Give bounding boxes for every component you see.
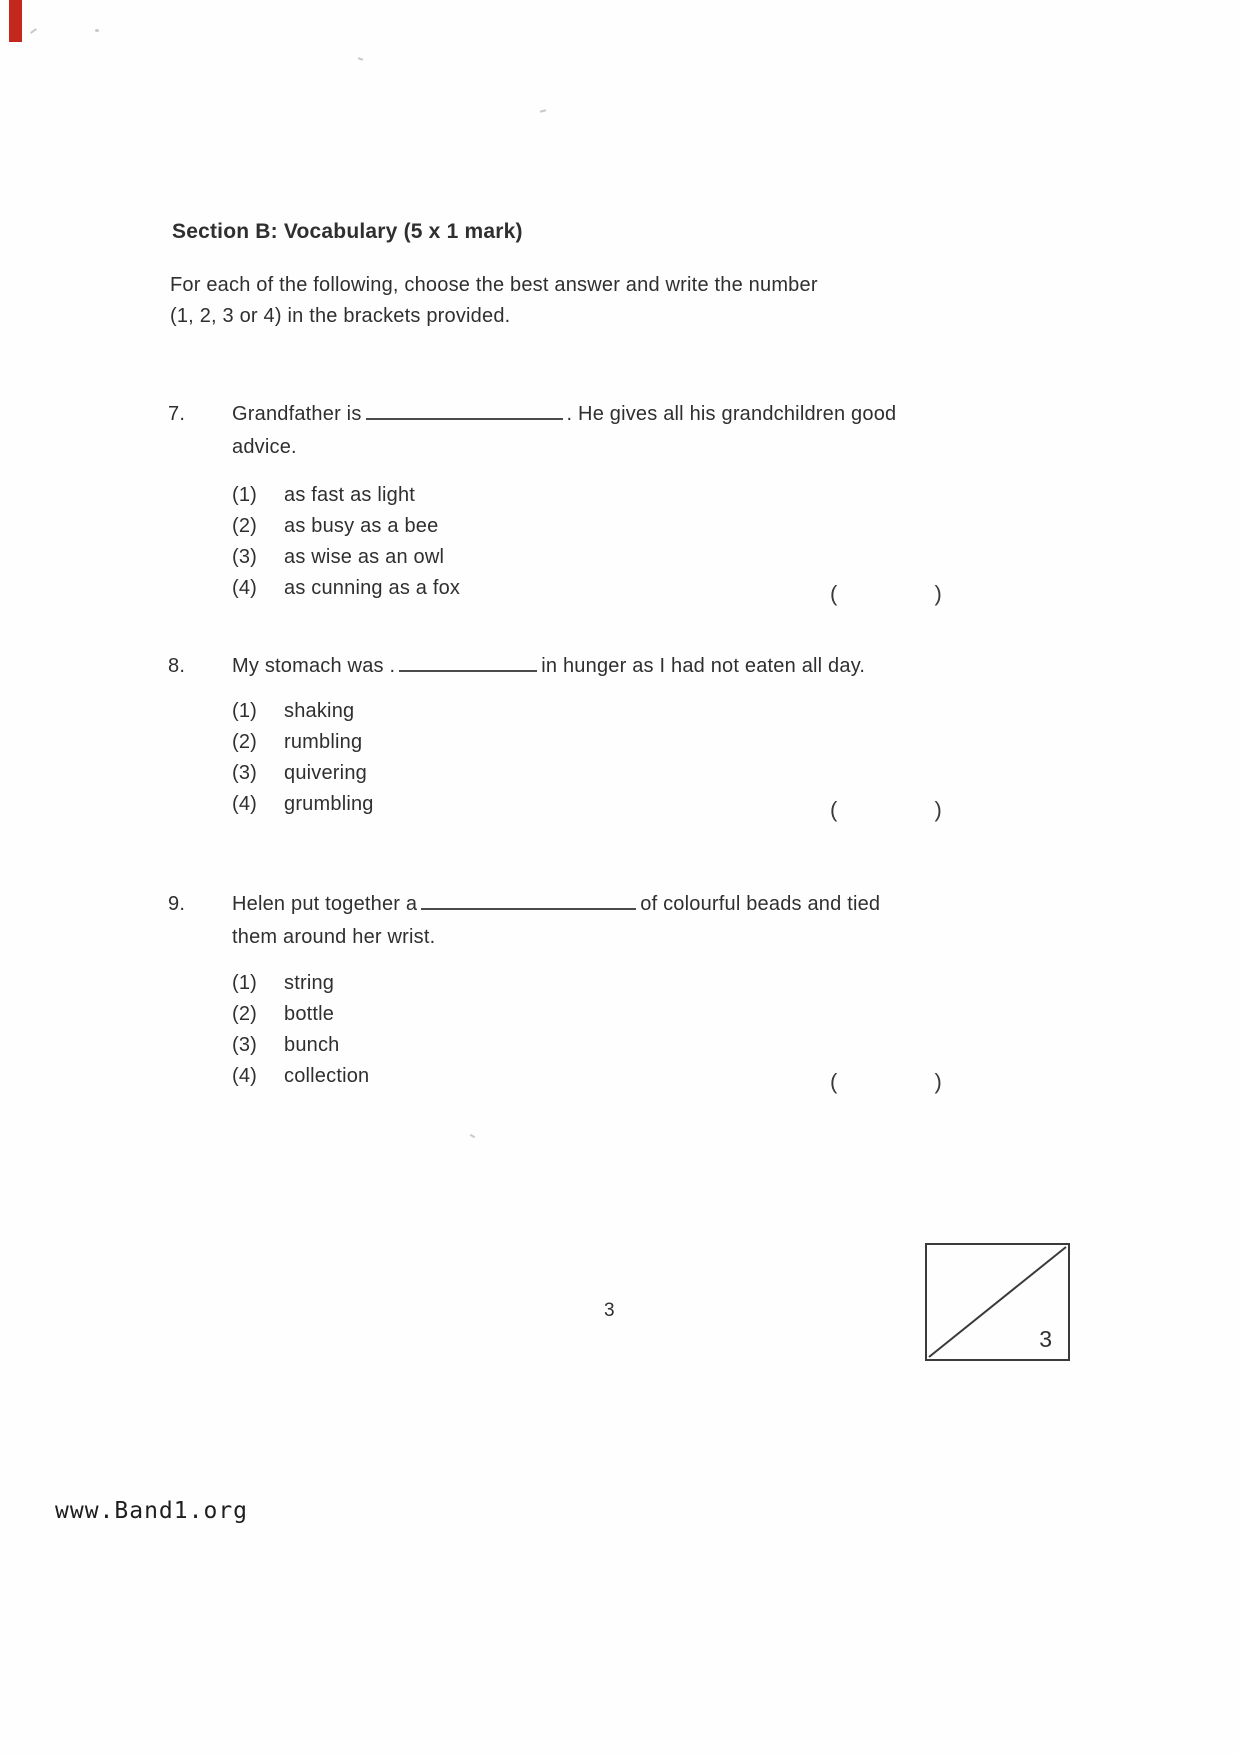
option-2 <box>232 999 1098 1030</box>
option-text: rumbling <box>284 731 363 753</box>
question-text <box>232 890 880 918</box>
stem-suffix: in hunger as I had not eaten all day. <box>541 655 866 677</box>
bracket-close: ) <box>934 797 942 822</box>
option-number: (1) <box>232 484 258 506</box>
question-8 <box>168 652 1098 820</box>
stem-suffix: . He gives all his grandchildren good <box>566 403 897 425</box>
option-text: as wise as an owl <box>284 546 445 568</box>
answer-brackets <box>830 581 942 607</box>
scan-artifact <box>358 57 363 61</box>
question-text-line2: advice. <box>232 436 297 458</box>
option-number: (4) <box>232 1065 258 1087</box>
scan-artifact <box>95 29 99 32</box>
option-text: quivering <box>284 762 367 784</box>
option-text: shaking <box>284 700 355 722</box>
question-7-stem <box>168 400 1098 428</box>
option-number: (2) <box>232 1003 258 1025</box>
option-3 <box>232 1030 1098 1061</box>
instructions-line2: (1, 2, 3 or 4) in the brackets provided. <box>170 305 511 327</box>
footer-url: www.Band1.org <box>55 1498 249 1524</box>
option-text: bunch <box>284 1034 340 1056</box>
bracket-close: ) <box>934 1069 942 1094</box>
question-text-line2: them around her wrist. <box>232 926 436 948</box>
question-9 <box>168 890 1098 1092</box>
bracket-open: ( <box>830 581 838 606</box>
option-text: as cunning as a fox <box>284 577 461 599</box>
answer-brackets <box>830 1069 942 1095</box>
stem-prefix: Grandfather is <box>232 403 362 425</box>
instructions-line1: For each of the following, choose the best answer and write the number <box>170 274 818 296</box>
answer-blank-line <box>399 652 537 672</box>
option-3 <box>232 542 1098 573</box>
option-text: grumbling <box>284 793 374 815</box>
option-text: as fast as light <box>284 484 416 506</box>
question-9-stem <box>168 890 1098 918</box>
bracket-open: ( <box>830 797 838 822</box>
option-2 <box>232 511 1098 542</box>
option-3 <box>232 758 1098 789</box>
scan-artifact <box>470 1134 475 1138</box>
question-number: 8. <box>168 655 186 677</box>
option-text: collection <box>284 1065 370 1087</box>
option-number: (3) <box>232 762 258 784</box>
page-number: 3 <box>604 1300 615 1321</box>
options-list <box>232 968 1098 1092</box>
option-number: (4) <box>232 793 258 815</box>
section-title: Section B: Vocabulary (5 x 1 mark) <box>172 220 523 243</box>
question-text <box>232 652 865 680</box>
option-text: bottle <box>284 1003 335 1025</box>
answer-blank-line <box>421 890 636 910</box>
bracket-close: ) <box>934 581 942 606</box>
stem-suffix: of colourful beads and tied <box>640 893 881 915</box>
option-number: (1) <box>232 700 258 722</box>
option-text: as busy as a bee <box>284 515 439 537</box>
option-1 <box>232 696 1098 727</box>
option-1 <box>232 968 1098 999</box>
option-4 <box>232 1061 1098 1092</box>
option-number: (4) <box>232 577 258 599</box>
stem-prefix: My stomach was . <box>232 655 396 677</box>
question-number: 9. <box>168 893 186 915</box>
question-8-stem <box>168 652 1098 680</box>
red-scan-mark <box>9 0 22 42</box>
scan-artifact <box>30 28 37 34</box>
question-text <box>232 400 896 428</box>
option-number: (2) <box>232 731 258 753</box>
option-2 <box>232 727 1098 758</box>
options-list <box>232 696 1098 820</box>
marks-box <box>925 1243 1070 1361</box>
answer-brackets <box>830 797 942 823</box>
bracket-open: ( <box>830 1069 838 1094</box>
stem-prefix: Helen put together a <box>232 893 418 915</box>
option-4 <box>232 789 1098 820</box>
marks-box-value: 3 <box>1039 1326 1052 1352</box>
scan-artifact <box>540 109 546 112</box>
instructions <box>170 270 818 332</box>
option-number: (1) <box>232 972 258 994</box>
option-1 <box>232 480 1098 511</box>
question-7 <box>168 400 1098 604</box>
option-number: (2) <box>232 515 258 537</box>
option-number: (3) <box>232 1034 258 1056</box>
question-number: 7. <box>168 403 186 425</box>
option-text: string <box>284 972 335 994</box>
options-list <box>232 480 1098 604</box>
option-4 <box>232 573 1098 604</box>
answer-blank-line <box>366 400 563 420</box>
option-number: (3) <box>232 546 258 568</box>
